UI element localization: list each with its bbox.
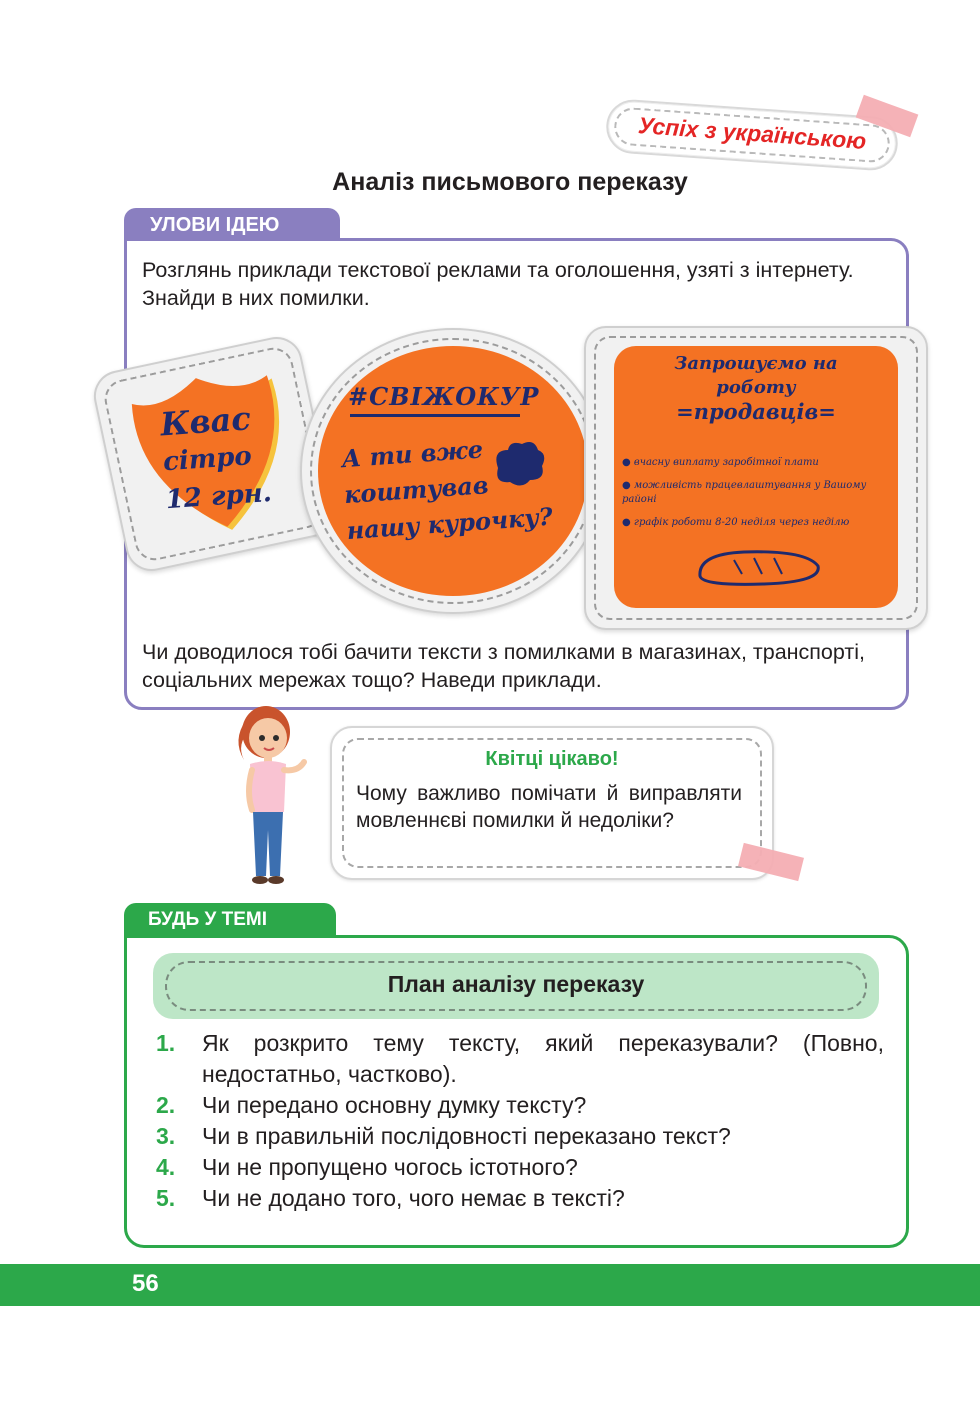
series-badge: [598, 96, 908, 176]
ad-vacancy-line3: =продавців=: [676, 399, 836, 424]
chicken-icon: [488, 438, 548, 490]
page-number: 56: [132, 1270, 159, 1297]
ad-vacancy-heading: [614, 352, 898, 424]
list-item-number: 2.: [156, 1092, 176, 1118]
list-item: [156, 1090, 884, 1121]
plan-heading-box: [153, 953, 879, 1019]
plan-list: [156, 1028, 884, 1214]
section-tab-catch-idea: УЛОВИ ІДЕЮ: [124, 208, 340, 242]
list-item-text: Чи в правильній послідовності переказано текст?: [202, 1123, 731, 1149]
ad-kvas-line3: 12 грн.: [164, 477, 273, 516]
list-item-text: Чи не пропущено чогось істотного?: [202, 1154, 578, 1180]
ad-chicken-line2: А ти вже: [340, 434, 484, 474]
list-item-text: Чи передано основну думку тексту?: [202, 1092, 587, 1118]
ad-kvas-text: [159, 398, 273, 519]
list-item-number: 1.: [156, 1030, 176, 1056]
ad-chicken-line4: нашу курочку?: [345, 501, 554, 546]
intro-text: Розглянь приклади текстової реклами та оголошення, узяті з інтернету. Знайди в них помилки.: [142, 258, 854, 310]
tip-box: [330, 726, 774, 880]
section-tab-be-in-topic: БУДЬ У ТЕМІ: [124, 903, 336, 937]
ad-card-chicken: [300, 328, 606, 614]
ad-card-vacancy: [584, 326, 928, 630]
list-item-number: 4.: [156, 1154, 176, 1180]
ad-vacancy-line1: Запрошуємо на: [674, 353, 838, 374]
ad-chicken-line3: коштував: [343, 470, 490, 510]
page-title: Аналіз письмового переказу: [332, 168, 688, 196]
tip-text: Чому важливо помічати й виправляти мовленнєві помилки й недоліки?: [356, 782, 742, 832]
ad-vacancy-bullet: ● можливість працевлаштування у Вашому районі: [622, 480, 867, 505]
girl-character-illustration: [222, 700, 322, 890]
list-item-text: Чи не додано того, чого немає в тексті?: [202, 1185, 625, 1211]
list-item: [156, 1152, 884, 1183]
series-badge-text: Успіх з українською: [637, 112, 868, 154]
ad-kvas-line1: Квас: [159, 399, 252, 444]
list-item: [156, 1028, 884, 1090]
ad-vacancy-bullets: [622, 456, 894, 530]
list-item: [156, 1183, 884, 1214]
ad-vacancy-bullet: ● графік роботи 8-20 неділя через неділю: [622, 517, 850, 528]
list-item: [156, 1121, 884, 1152]
tip-title: Квітці цікаво!: [485, 748, 619, 770]
list-item-text: Як розкрито тему тексту, який переказували? (Повно, недостатньо, частково).: [202, 1030, 884, 1087]
question-text: Чи доводилося тобі бачити тексти з помилками в магазинах, транспорті, соціальних мережах тощо? Наведи приклади.: [142, 640, 865, 692]
list-item-number: 3.: [156, 1123, 176, 1149]
ad-chicken-hashtag: #СВІЖОКУР: [348, 382, 540, 411]
ad-vacancy-line2: роботу: [716, 377, 796, 398]
ad-kvas-line2: сітро: [162, 441, 253, 478]
list-item-number: 5.: [156, 1185, 176, 1211]
plan-title: План аналізу переказу: [387, 971, 645, 997]
bread-loaf-icon: [694, 546, 824, 588]
ad-vacancy-bullet: ● вчасну виплату заробітної плати: [622, 457, 819, 468]
